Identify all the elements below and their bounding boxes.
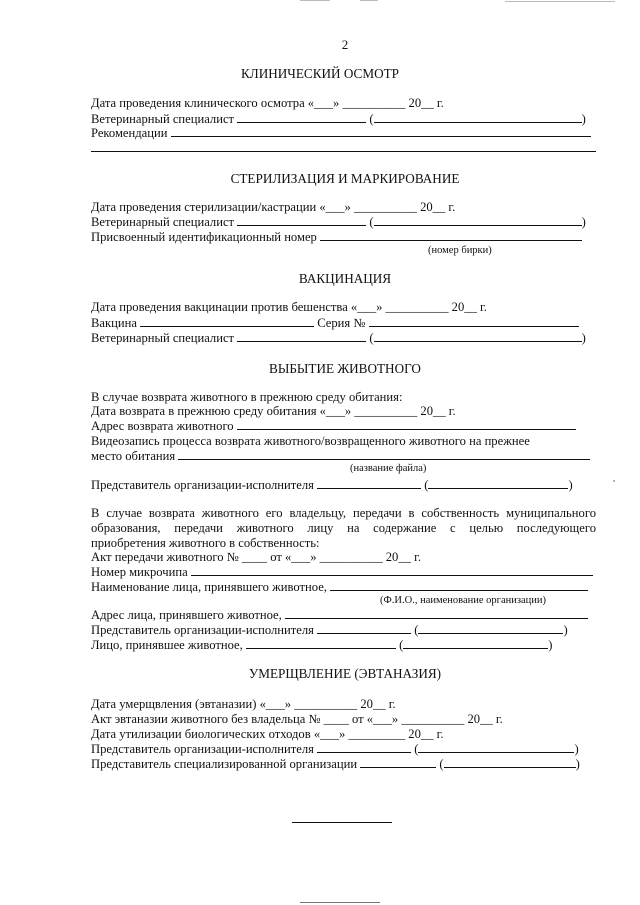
open-paren: ( (414, 623, 419, 637)
series-label: Серия № (317, 316, 366, 330)
vaccination-date-label: Дата проведения вакцинации против бешенства «___» __________ 20__ г. (91, 300, 487, 314)
vaccination-vet-name-field[interactable] (374, 330, 582, 342)
receiver-address-field[interactable] (285, 607, 588, 619)
receiver-name-label: Наименование лица, принявшего животное, (91, 580, 327, 594)
vaccination-vet-row (91, 330, 586, 346)
owner-para-line-3: приобретения животного в собственность: (91, 536, 320, 550)
spec-org-row (91, 756, 580, 772)
euthanasia-rep-row (91, 741, 579, 757)
owner-para-line-1: В случае возврата животного его владельцу, передачи в собственность муниципального (91, 506, 596, 520)
chip-field[interactable] (191, 564, 593, 576)
file-caption: (название файла) (350, 463, 427, 474)
page-number: 2 (341, 37, 349, 52)
video-file-field[interactable] (178, 448, 590, 460)
clinical-title: КЛИНИЧЕСКИЙ ОСМОТР (241, 66, 399, 81)
rep-field[interactable] (317, 477, 421, 489)
clinical-date-label: Дата проведения клинического осмотра «___» __________ 20__ г. (91, 96, 444, 110)
receiver-name-field-2[interactable] (403, 637, 548, 649)
receiver-name-field[interactable] (330, 579, 588, 591)
scan-mark-top-3 (505, 1, 615, 2)
receiver-address-label: Адрес лица, принявшего животное, (91, 608, 282, 622)
receiver-label: Лицо, принявшее животное, (91, 638, 243, 652)
return-address-label: Адрес возврата животного (91, 419, 234, 433)
euthanasia-act-label: Акт эвтаназии животного без владельца № ____ от «___» __________ 20__ г. (91, 712, 503, 726)
spec-org-name-field[interactable] (444, 756, 576, 768)
rep-row (91, 477, 573, 493)
spec-org-label: Представитель специализированной организации (91, 757, 358, 771)
open-paren: ( (439, 757, 444, 771)
vaccination-vet-field[interactable] (237, 330, 366, 342)
chip-row (91, 564, 593, 580)
rep-name-field[interactable] (428, 477, 568, 489)
clinical-vet-name-field[interactable] (374, 111, 582, 123)
receiver-field[interactable] (246, 637, 396, 649)
clinical-recommend-row (91, 125, 591, 141)
video-label-2: место обитания (91, 449, 176, 463)
receiver-address-row (91, 607, 588, 623)
euthanasia-rep-field[interactable] (317, 741, 411, 753)
scan-dot (613, 480, 615, 482)
clinical-recommend-label: Рекомендации (91, 126, 168, 140)
sterilization-vet-field[interactable] (237, 214, 366, 226)
tag-caption: (номер бирки) (428, 245, 492, 256)
spec-org-field[interactable] (360, 756, 436, 768)
removal-title: ВЫБЫТИЕ ЖИВОТНОГО (269, 361, 421, 376)
vaccination-vaccine-row (91, 315, 579, 331)
close-paren: ) (581, 215, 586, 229)
vaccination-title: ВАКЦИНАЦИЯ (298, 271, 392, 286)
clinical-vet-label: Ветеринарный специалист (91, 112, 235, 126)
close-paren: ) (563, 623, 568, 637)
open-paren: ( (414, 742, 419, 756)
chip-label: Номер микрочипа (91, 565, 188, 579)
open-paren: ( (399, 638, 404, 652)
owner-paragraph (91, 506, 596, 551)
close-paren: ) (568, 478, 573, 492)
open-paren: ( (424, 478, 429, 492)
return-date-label: Дата возврата в прежнюю среду обитания «___» __________ 20__ г. (91, 404, 456, 418)
rep2-field[interactable] (317, 622, 411, 634)
return-address-field[interactable] (237, 418, 576, 430)
end-rule (292, 822, 392, 823)
rep2-label: Представитель организации-исполнителя (91, 623, 314, 637)
sterilization-id-label: Присвоенный идентификационный номер (91, 230, 317, 244)
close-paren: ) (574, 742, 579, 756)
euthanasia-rep-name-field[interactable] (418, 741, 574, 753)
euthanasia-date-label: Дата умерщвления (эвтаназии) «___» __________ 20__ г. (91, 697, 396, 711)
vaccine-field[interactable] (140, 315, 314, 327)
close-paren: ) (581, 331, 586, 345)
return-address-row (91, 418, 576, 434)
act-label: Акт передачи животного № ____ от «___» __________ 20__ г. (91, 550, 421, 564)
clinical-vet-field[interactable] (237, 111, 366, 123)
series-field[interactable] (369, 315, 579, 327)
rep2-row (91, 622, 568, 638)
sterilization-date-label: Дата проведения стерилизации/кастрации «___» __________ 20__ г. (91, 200, 456, 214)
owner-para-line-2: образования, передачи животного лицу на содержание с целью последующего (91, 521, 596, 535)
close-paren: ) (548, 638, 553, 652)
open-paren: ( (369, 215, 374, 229)
sterilization-id-field[interactable] (320, 229, 582, 241)
close-paren: ) (575, 757, 580, 771)
euthanasia-rep-label: Представитель организации-исполнителя (91, 742, 314, 756)
clinical-recommend-field[interactable] (171, 125, 591, 137)
rep2-name-field[interactable] (418, 622, 563, 634)
sterilization-id-row (91, 229, 582, 245)
clinical-recommend-line-2[interactable] (91, 151, 596, 152)
video-row-2 (91, 448, 590, 464)
video-label-1: Видеозапись процесса возврата животного/возвращенного животного на прежнее (91, 434, 530, 448)
disposal-date-label: Дата утилизации биологических отходов «___» _________ 20__ г. (91, 727, 444, 741)
vaccine-label: Вакцина (91, 316, 137, 330)
open-paren: ( (369, 112, 374, 126)
vaccination-vet-label: Ветеринарный специалист (91, 331, 235, 345)
scan-mark-top-2 (360, 0, 378, 1)
close-paren: ) (581, 112, 586, 126)
scan-mark-top (300, 0, 330, 1)
euthanasia-title: УМЕРЩВЛЕНИЕ (ЭВТАНАЗИЯ) (248, 666, 442, 681)
sterilization-vet-label: Ветеринарный специалист (91, 215, 235, 229)
sterilization-vet-row (91, 214, 586, 230)
fio-caption: (Ф.И.О., наименование организации) (380, 595, 547, 606)
return-intro: В случае возврата животного в прежнюю среду обитания: (91, 390, 403, 404)
open-paren: ( (369, 331, 374, 345)
receiver-name-row (91, 579, 588, 595)
receiver-row (91, 637, 552, 653)
sterilization-title: СТЕРИЛИЗАЦИЯ И МАРКИРОВАНИЕ (230, 171, 460, 186)
sterilization-vet-name-field[interactable] (374, 214, 582, 226)
rep-label: Представитель организации-исполнителя (91, 478, 314, 492)
bottom-scan-mark (300, 902, 380, 903)
